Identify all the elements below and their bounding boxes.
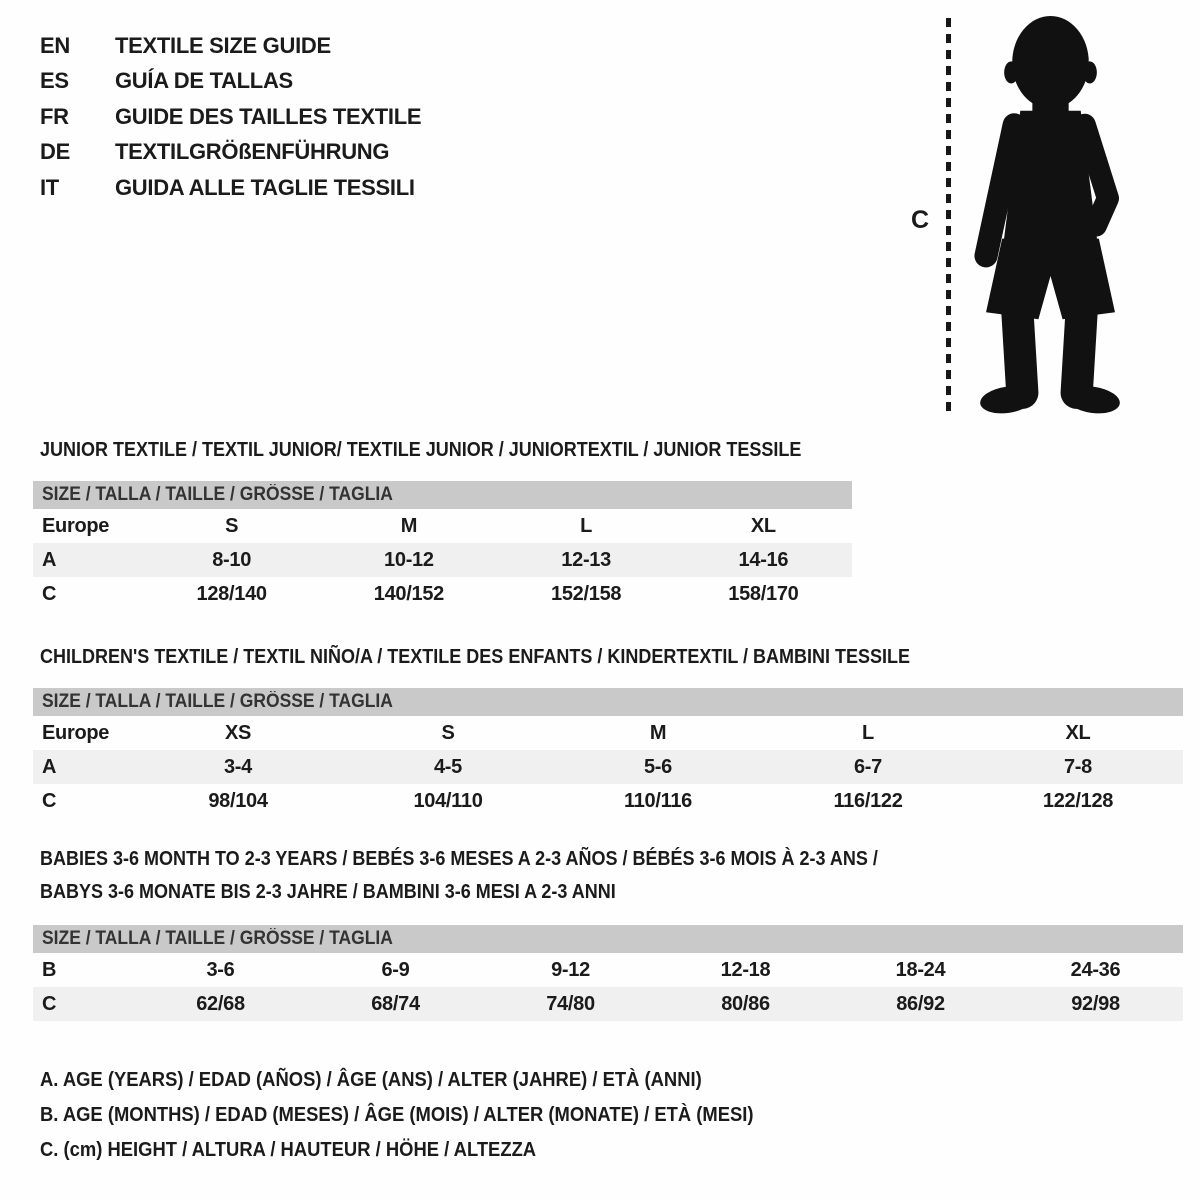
language-label: TEXTILGRÖßENFÜHRUNG [115, 139, 390, 165]
cell-value: 12-13 [561, 548, 611, 571]
children-size-table [33, 688, 1183, 818]
language-header [40, 28, 421, 206]
table-header-text: SIZE / TALLA / TAILLE / GRÖSSE / TAGLIA [42, 484, 393, 505]
cell-value: 12-18 [720, 958, 771, 981]
cell-value: L [862, 721, 874, 744]
cell-value: 152/158 [551, 582, 622, 605]
cell-value: 7-8 [1063, 755, 1092, 778]
cell-value: 62/68 [196, 992, 245, 1015]
language-row [40, 135, 421, 171]
baby-silhouette-icon [960, 12, 1140, 420]
cell-value: 3-6 [206, 958, 235, 981]
table-body [33, 953, 1183, 1021]
cell-value: 14-16 [738, 548, 789, 571]
table-header-text: SIZE / TALLA / TAILLE / GRÖSSE / TAGLIA [42, 928, 393, 949]
cell-value: 92/98 [1071, 992, 1120, 1015]
table-row [33, 543, 852, 577]
table-row [33, 750, 1183, 784]
cell-value: XL [1065, 721, 1091, 744]
cell-value: M [400, 514, 418, 537]
table-body [33, 509, 852, 611]
language-label: GUIDE DES TAILLES TEXTILE [115, 103, 422, 129]
table-header [33, 925, 1183, 953]
row-label: A [42, 755, 57, 778]
cell-value: 9-12 [551, 958, 590, 981]
cell-value: XL [750, 514, 776, 537]
language-row [40, 99, 421, 135]
cell-value: 116/122 [833, 789, 903, 812]
table-body [33, 716, 1183, 818]
height-measure-line [946, 18, 951, 415]
cell-value: 68/74 [371, 992, 420, 1015]
language-code: DE [40, 139, 70, 165]
babies-size-table [33, 925, 1183, 1021]
cell-value: 4-5 [433, 755, 462, 778]
cell-value: XS [224, 721, 252, 744]
junior-size-table [33, 481, 852, 611]
row-label: C [42, 582, 57, 605]
measure-legend [40, 1063, 816, 1168]
table-row [33, 509, 852, 543]
cell-value: 74/80 [546, 992, 595, 1015]
cell-value: 110/116 [624, 789, 692, 812]
row-label: A [42, 548, 57, 571]
legend-text: B. AGE (MONTHS) / EDAD (MESES) / ÂGE (MOIS) / ALTER (MONATE) / ETÀ (MESI) [40, 1104, 754, 1126]
cell-value: 8-10 [212, 548, 252, 571]
row-label: C [42, 789, 57, 812]
height-measure-label: C [911, 206, 930, 234]
cell-value: 128/140 [196, 582, 267, 605]
cell-value: 3-4 [223, 755, 252, 778]
cell-value: 18-24 [895, 958, 946, 981]
table-row [33, 784, 1183, 818]
legend-line-a [40, 1063, 816, 1098]
row-label: C [42, 992, 57, 1015]
language-label: GUÍA DE TALLAS [115, 68, 293, 94]
language-code: EN [40, 32, 70, 58]
language-code: ES [40, 68, 69, 94]
legend-text: A. AGE (YEARS) / EDAD (AÑOS) / ÂGE (ANS) / ALTER (JAHRE) / ETÀ (ANNI) [40, 1069, 702, 1091]
cell-value: S [225, 514, 239, 537]
language-label: TEXTILE SIZE GUIDE [115, 32, 331, 58]
cell-value: 86/92 [896, 992, 945, 1015]
cell-value: 158/170 [728, 582, 799, 605]
section-title-junior [40, 434, 886, 467]
language-row [40, 170, 421, 206]
section-title-babies [40, 843, 971, 909]
language-row [40, 28, 421, 64]
table-row [33, 716, 1183, 750]
cell-value: 24-36 [1070, 958, 1121, 981]
section-title-text: BABYS 3-6 MONATE BIS 2-3 JAHRE / BAMBINI 3-6 MESI A 2-3 ANNI [40, 881, 616, 903]
row-label: Europe [42, 721, 110, 744]
section-title-text: JUNIOR TEXTILE / TEXTIL JUNIOR/ TEXTILE JUNIOR / JUNIORTEXTIL / JUNIOR TESSILE [40, 439, 802, 461]
cell-value: M [649, 721, 667, 744]
table-header-text: SIZE / TALLA / TAILLE / GRÖSSE / TAGLIA [42, 691, 393, 712]
legend-text: C. (cm) HEIGHT / ALTURA / HAUTEUR / HÖHE / ALTEZZA [40, 1139, 537, 1161]
table-row [33, 953, 1183, 987]
row-label: Europe [42, 514, 110, 537]
table-row [33, 987, 1183, 1021]
cell-value: 98/104 [208, 789, 268, 812]
legend-line-b [40, 1098, 816, 1133]
cell-value: 5-6 [643, 755, 672, 778]
cell-value: 6-9 [381, 958, 410, 981]
table-row [33, 577, 852, 611]
cell-value: 10-12 [384, 548, 434, 571]
language-code: FR [40, 103, 69, 129]
section-title-children [40, 641, 1007, 674]
cell-value: 122/128 [1042, 789, 1114, 812]
cell-value: L [580, 514, 593, 537]
cell-value: S [441, 721, 455, 744]
cell-value: 140/152 [373, 582, 444, 605]
table-header [33, 688, 1183, 716]
table-header [33, 481, 852, 509]
section-title-text: CHILDREN'S TEXTILE / TEXTIL NIÑO/A / TEXTILE DES ENFANTS / KINDERTEXTIL / BAMBINI TESSILE [40, 646, 911, 668]
language-row [40, 64, 421, 100]
cell-value: 6-7 [853, 755, 882, 778]
legend-line-c [40, 1133, 816, 1168]
section-title-text: BABIES 3-6 MONTH TO 2-3 YEARS / BEBÉS 3-6 MESES A 2-3 AÑOS / BÉBÉS 3-6 MOIS À 2-3 ANS / [40, 848, 878, 870]
row-label: B [42, 958, 57, 981]
language-label: GUIDA ALLE TAGLIE TESSILI [115, 174, 415, 200]
cell-value: 104/110 [413, 789, 483, 812]
cell-value: 80/86 [721, 992, 770, 1015]
language-code: IT [40, 174, 59, 200]
